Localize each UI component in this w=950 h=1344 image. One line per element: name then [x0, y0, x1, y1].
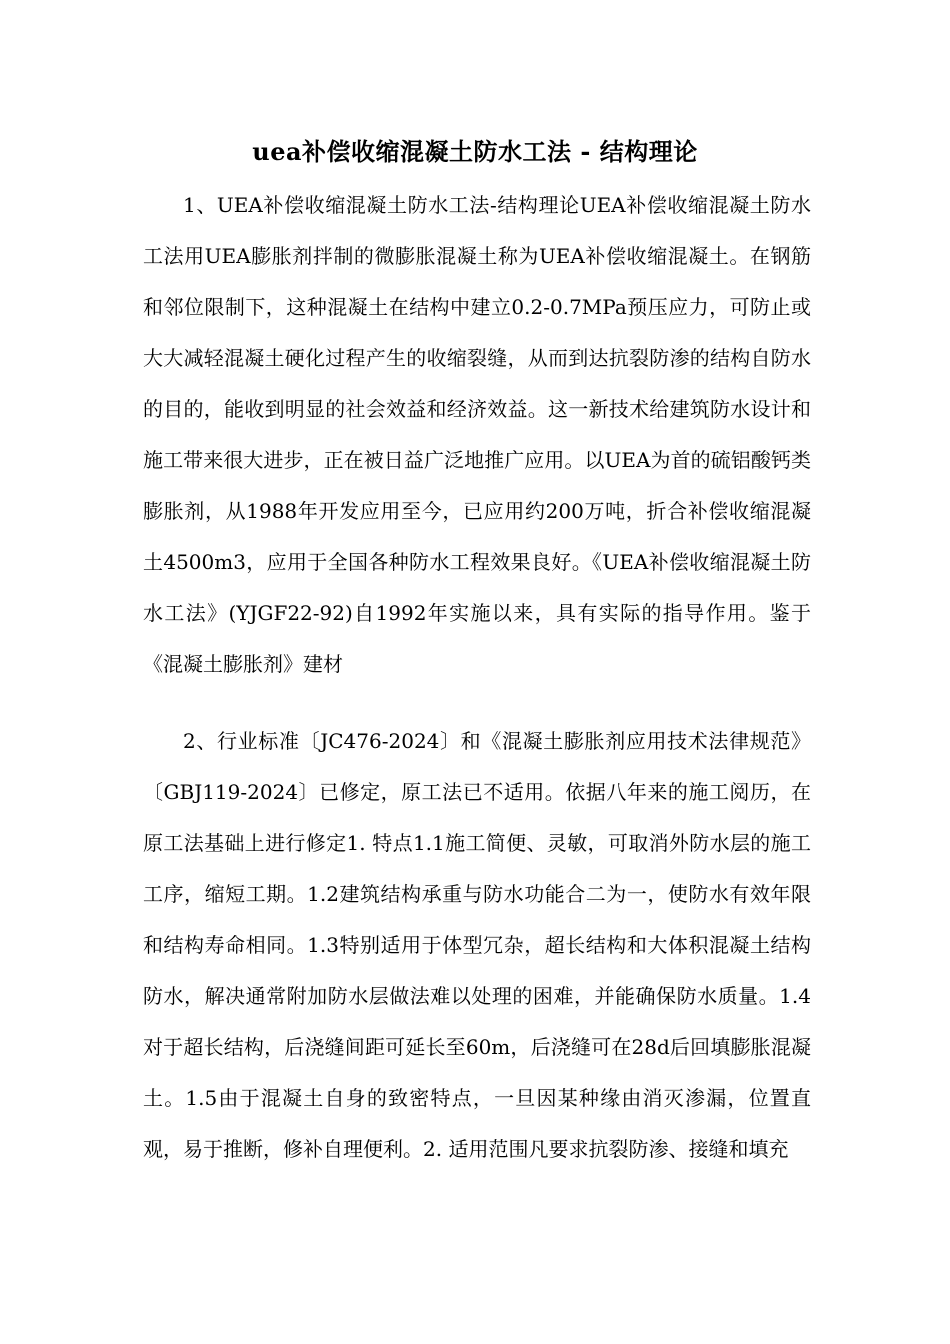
paragraph-2: 2、行业标准〔JC476-2024〕和《混凝土膨胀剂应用技术法律规范》〔GBJ119-2024〕已修定，原工法已不适用。依据八年来的施工阅历，在原工法基础上进行修定1. 特点1.1施工简便、灵敏，可取消外防水层的施工工序，缩短工期。1.2建筑结构承重与防水功能合二为一，使防水有效年限和结构寿命相同。1.3特别适用于体型冗杂，超长结构和大体积混凝土结构防水，解决通常附加防水层做法难以处理的困难，并能确保防水质量。1.4对于超长结构，后浇缝间距可延长至60m，后浇缝可在28d后回填膨胀混凝土。1.5由于混凝土自身的致密特点，一旦因某种缘由消灭渗漏，位置直观，易于推断，修补自理便利。2. 适用范围凡要求抗裂防渗、接缝和填充 — [143, 729, 811, 1161]
paragraph-1: 1、UEA补偿收缩混凝土防水工法-结构理论UEA补偿收缩混凝土防水工法用UEA膨胀剂拌制的微膨胀混凝土称为UEA补偿收缩混凝土。在钢筋和邻位限制下，这种混凝土在结构中建立0.2-0.7MPa预压应力，可防止或大大减轻混凝土硬化过程产生的收缩裂缝，从而到达抗裂防渗的结构自防水的目的，能收到明显的社会效益和经济效益。这一新技术给建筑防水设计和施工带来很大进步，正在被日益广泛地推广应用。以UEA为首的硫铝酸钙类膨胀剂，从1988年开发应用至今，已应用约200万吨，折合补偿收缩混凝土4500m3，应用于全国各种防水工程效果良好。《UEA补偿收缩混凝土防水工法》(YJGF22-92)自1992年实施以来，具有实际的指导作用。鉴于《混凝土膨胀剂》建材 — [143, 193, 811, 676]
document-title: uea补偿收缩混凝土防水工法 - 结构理论 — [252, 137, 698, 166]
